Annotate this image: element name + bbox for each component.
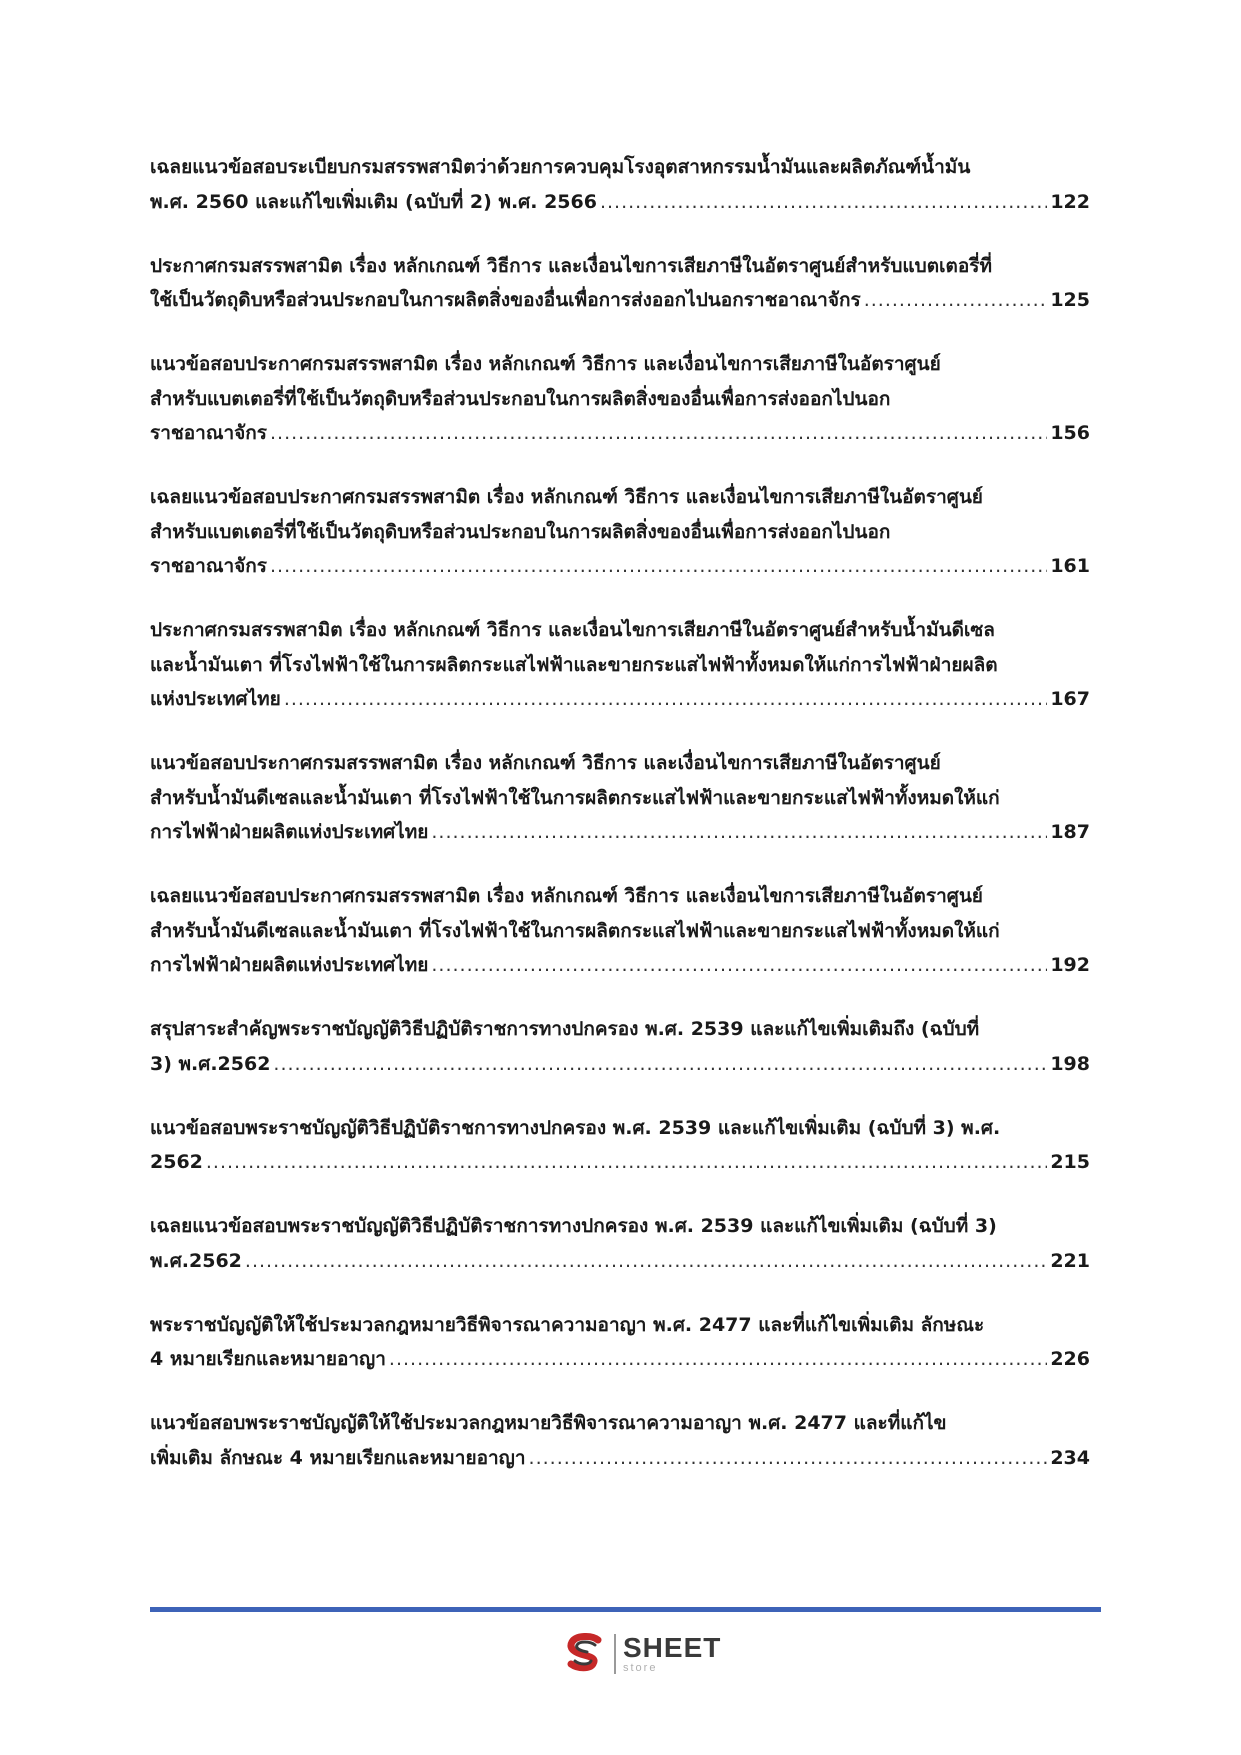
- footer-divider: [150, 1607, 1101, 1612]
- toc-entry[interactable]: [150, 347, 1090, 451]
- toc-entry-title-line: ราชอาณาจักร: [150, 422, 267, 444]
- toc-entry-title-line: สำหรับน้ำมันดีเซลและน้ำมันเตา ที่โรงไฟฟ้าใช้ในการผลิตกระแสไฟฟ้าและขายกระแสไฟฟ้าทั้งหมดให้แก่: [150, 919, 1000, 942]
- toc-entry-title-line: ประกาศกรมสรรพสามิต เรื่อง หลักเกณฑ์ วิธีการ และเงื่อนไขการเสียภาษีในอัตราศูนย์สำหรับแบตเตอรี่ที่: [150, 254, 993, 277]
- toc-entry-title-line: เฉลยแนวข้อสอบประกาศกรมสรรพสามิต เรื่อง หลักเกณฑ์ วิธีการ และเงื่อนไขการเสียภาษีในอัตราศูนย์: [150, 486, 983, 508]
- toc-entry-title-line: เฉลยแนวข้อสอบระเบียบกรมสรรพสามิตว่าด้วยการควบคุมโรงอุตสาหกรรมน้ำมันและผลิตภัณฑ์น้ำมัน: [150, 156, 971, 178]
- logo-separator: [614, 1634, 616, 1674]
- toc-page-number: 156: [1050, 422, 1090, 444]
- toc-entry-last-line: [150, 1047, 1090, 1082]
- toc-entry-title-line: ราชอาณาจักร: [150, 555, 267, 577]
- toc-entry-title-line: เฉลยแนวข้อสอบประกาศกรมสรรพสามิต เรื่อง หลักเกณฑ์ วิธีการ และเงื่อนไขการเสียภาษีในอัตราศูนย์: [150, 885, 983, 907]
- toc-page-number: 187: [1050, 821, 1090, 843]
- toc-entry-title-line: 2562: [150, 1151, 203, 1173]
- dot-leader: [389, 1342, 1047, 1377]
- toc-entry-title-line: 4 หมายเรียกและหมายอาญา: [150, 1348, 386, 1370]
- toc-page-number: 167: [1050, 688, 1090, 710]
- dot-leader: [206, 1145, 1047, 1180]
- toc-entry-title-line: สำหรับแบตเตอรี่ที่ใช้เป็นวัตถุดิบหรือส่วนประกอบในการผลิตสิ่งของอื่นเพื่อการส่งออกไปนอก: [150, 387, 891, 410]
- toc-entry-title-line: พระราชบัญญัติให้ใช้ประมวลกฎหมายวิธีพิจารณาความอาญา พ.ศ. 2477 และที่แก้ไขเพิ่มเติม ลักษณะ: [150, 1313, 985, 1336]
- dot-leader: [529, 1441, 1048, 1476]
- toc-entry[interactable]: [150, 150, 1090, 219]
- toc-page-number: 198: [1050, 1052, 1090, 1075]
- toc-entry-title-line: สำหรับแบตเตอรี่ที่ใช้เป็นวัตถุดิบหรือส่วนประกอบในการผลิตสิ่งของอื่นเพื่อการส่งออกไปนอก: [150, 520, 891, 543]
- dot-leader: [245, 1244, 1047, 1279]
- logo-subtitle: store: [623, 1662, 658, 1674]
- dot-leader: [431, 948, 1047, 983]
- logo-text: [623, 1634, 721, 1674]
- toc-entry-last-line: [150, 416, 1090, 451]
- toc-entry-last-line: [150, 682, 1090, 717]
- table-of-contents: [150, 150, 1090, 1505]
- toc-entry-last-line: [150, 815, 1090, 850]
- dot-leader: [270, 549, 1047, 584]
- toc-entry-title-line: แนวข้อสอบพระราชบัญญัติวิธีปฏิบัติราชการทางปกครอง พ.ศ. 2539 และแก้ไขเพิ่มเติม (ฉบับที่ 3) พ.ศ.: [150, 1116, 1001, 1139]
- toc-entry-title-line: เฉลยแนวข้อสอบพระราชบัญญัติวิธีปฏิบัติราชการทางปกครอง พ.ศ. 2539 และแก้ไขเพิ่มเติม (ฉบับที่ 3): [150, 1215, 997, 1237]
- toc-entry-last-line: [150, 549, 1090, 584]
- toc-entry[interactable]: [150, 1406, 1090, 1475]
- toc-entry-title-line: การไฟฟ้าฝ่ายผลิตแห่งประเทศไทย: [150, 821, 429, 843]
- dot-leader: [270, 416, 1047, 451]
- toc-entry-title-line: 3) พ.ศ.2562: [150, 1052, 271, 1075]
- dot-leader: [284, 682, 1048, 717]
- toc-page-number: 234: [1050, 1446, 1090, 1469]
- toc-page-number: 192: [1050, 954, 1090, 976]
- toc-entry-title-line: ประกาศกรมสรรพสามิต เรื่อง หลักเกณฑ์ วิธีการ และเงื่อนไขการเสียภาษีในอัตราศูนย์สำหรับน้ำมันดีเซล: [150, 619, 995, 641]
- dot-leader: [864, 283, 1048, 318]
- toc-page-number: 122: [1050, 190, 1090, 213]
- toc-entry[interactable]: [150, 1209, 1090, 1278]
- dot-leader: [273, 1047, 1047, 1082]
- toc-entry-last-line: [150, 1244, 1090, 1279]
- toc-entry-title-line: พ.ศ.2562: [150, 1249, 242, 1272]
- toc-entry-last-line: [150, 283, 1090, 318]
- toc-page-number: 226: [1050, 1348, 1090, 1370]
- sheet-store-s-logo-icon: [562, 1631, 608, 1677]
- toc-page-number: 215: [1050, 1151, 1090, 1173]
- toc-entry[interactable]: [150, 480, 1090, 584]
- toc-page-number: 221: [1050, 1249, 1090, 1272]
- toc-entry[interactable]: [150, 1308, 1090, 1377]
- toc-entry-last-line: [150, 1145, 1090, 1180]
- logo-word: SHEET: [623, 1632, 722, 1663]
- toc-entry-title-line: สรุปสาระสำคัญพระราชบัญญัติวิธีปฏิบัติราชการทางปกครอง พ.ศ. 2539 และแก้ไขเพิ่มเติมถึง (ฉบับที่: [150, 1018, 980, 1040]
- sheet-store-logo: [562, 1631, 721, 1677]
- toc-entry-last-line: [150, 185, 1090, 220]
- toc-entry-title-line: การไฟฟ้าฝ่ายผลิตแห่งประเทศไทย: [150, 954, 429, 976]
- toc-entry-last-line: [150, 1342, 1090, 1377]
- toc-entry[interactable]: [150, 879, 1090, 983]
- toc-entry-last-line: [150, 948, 1090, 983]
- toc-entry-title-line: พ.ศ. 2560 และแก้ไขเพิ่มเติม (ฉบับที่ 2) พ.ศ. 2566: [150, 190, 597, 213]
- dot-leader: [431, 815, 1047, 850]
- toc-entry[interactable]: [150, 1111, 1090, 1180]
- toc-entry-title-line: ใช้เป็นวัตถุดิบหรือส่วนประกอบในการผลิตสิ่งของอื่นเพื่อการส่งออกไปนอกราชอาณาจักร: [150, 289, 861, 311]
- toc-entry-title-line: แนวข้อสอบประกาศกรมสรรพสามิต เรื่อง หลักเกณฑ์ วิธีการ และเงื่อนไขการเสียภาษีในอัตราศูนย์: [150, 752, 941, 774]
- toc-entry-title-line: และน้ำมันเตา ที่โรงไฟฟ้าใช้ในการผลิตกระแสไฟฟ้าและขายกระแสไฟฟ้าทั้งหมดให้แก่การไฟฟ้าฝ่ายผลิต: [150, 653, 998, 676]
- toc-entry-title-line: แนวข้อสอบประกาศกรมสรรพสามิต เรื่อง หลักเกณฑ์ วิธีการ และเงื่อนไขการเสียภาษีในอัตราศูนย์: [150, 353, 941, 375]
- toc-entry[interactable]: [150, 249, 1090, 318]
- dot-leader: [600, 185, 1047, 220]
- toc-entry-last-line: [150, 1441, 1090, 1476]
- toc-entry[interactable]: [150, 613, 1090, 717]
- toc-page-number: 125: [1050, 289, 1090, 311]
- toc-entry-title-line: เพิ่มเติม ลักษณะ 4 หมายเรียกและหมายอาญา: [150, 1446, 526, 1469]
- toc-entry[interactable]: [150, 746, 1090, 850]
- toc-entry[interactable]: [150, 1012, 1090, 1081]
- toc-entry-title-line: แห่งประเทศไทย: [150, 688, 281, 710]
- toc-entry-title-line: แนวข้อสอบพระราชบัญญัติให้ใช้ประมวลกฎหมายวิธีพิจารณาความอาญา พ.ศ. 2477 และที่แก้ไข: [150, 1412, 947, 1434]
- toc-page-number: 161: [1050, 555, 1090, 577]
- toc-entry-title-line: สำหรับน้ำมันดีเซลและน้ำมันเตา ที่โรงไฟฟ้าใช้ในการผลิตกระแสไฟฟ้าและขายกระแสไฟฟ้าทั้งหมดให้แก่: [150, 786, 1000, 809]
